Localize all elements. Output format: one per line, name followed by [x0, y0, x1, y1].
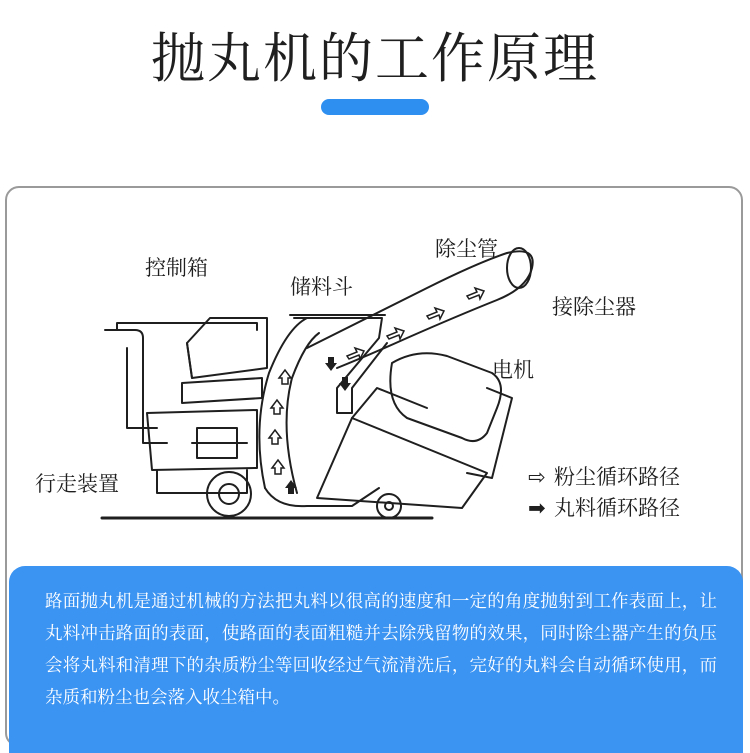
- title-underline: [321, 99, 429, 115]
- outline-arrow-icon: ⇨: [528, 465, 546, 489]
- label-control-box: 控制箱: [145, 256, 208, 280]
- handle-frame: [105, 330, 167, 443]
- page-title: 抛丸机的工作原理: [151, 27, 599, 90]
- label-hopper: 储料斗: [290, 275, 353, 299]
- legend-shot-path: [528, 495, 680, 521]
- description-box: [9, 566, 743, 753]
- rear-wheel: [377, 494, 401, 518]
- solid-arrow-icon: ➡: [528, 496, 546, 520]
- blast-chamber: [317, 418, 487, 508]
- label-motor: 电机: [492, 358, 534, 382]
- label-walking-device: 行走装置: [35, 472, 119, 496]
- shot-arrows: [285, 357, 351, 494]
- dust-pipe: [307, 251, 533, 368]
- legend-label: 丸料循环路径: [554, 496, 680, 520]
- motor: [390, 353, 501, 441]
- control-box: [187, 318, 267, 378]
- legend-dust-path: [528, 464, 680, 490]
- description-text: 路面抛丸机是通过机械的方法把丸料以很高的速度和一定的角度抛射到工作表面上，让丸料冲击路面的表面，使路面的表面粗糙并去除残留物的效果，同时除尘器产生的负压会将丸料和清理下的杂质粉尘等回收经过气流清洗后，完好的丸料会自动循环使用，而杂质和粉尘也会落入收尘箱中。: [45, 592, 717, 708]
- label-dust-collector: 接除尘器: [552, 295, 636, 319]
- label-dust-pipe: 除尘管: [435, 237, 498, 261]
- legend-label: 粉尘循环路径: [554, 465, 680, 489]
